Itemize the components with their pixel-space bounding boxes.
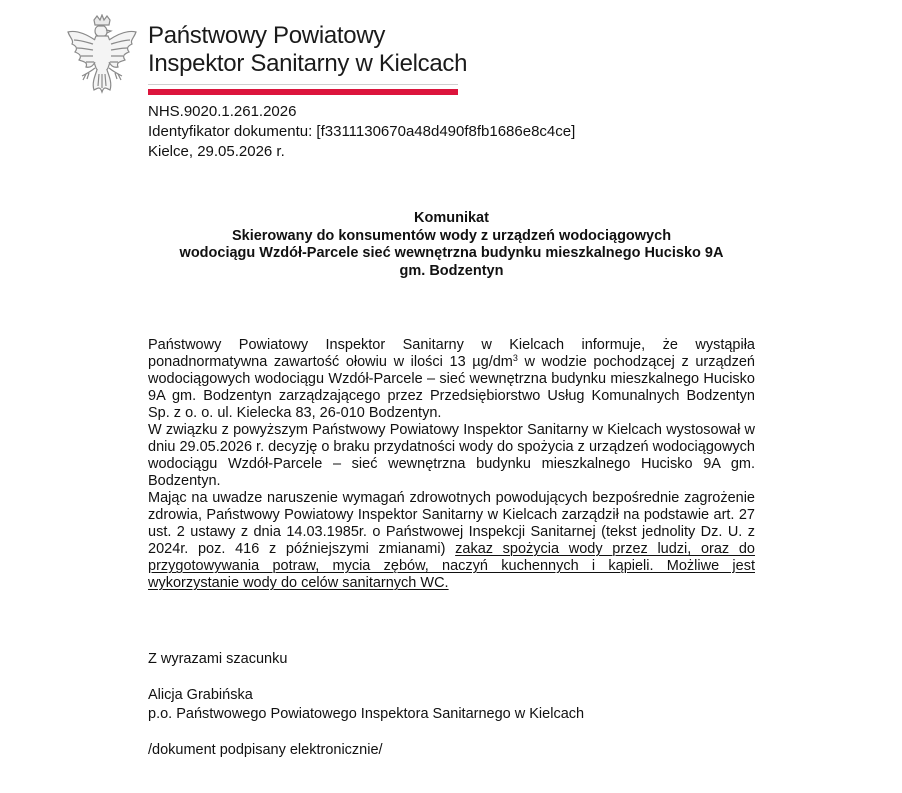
body-paragraph-1-part-2: w wodzie pochodzącej z urządzeń wodociągowych wodociągu Wzdół-Parcele – sieć wewnętrzna budynku mieszkalnego Hucisko 9A gm. Bodzentyn zarządzającego przez Przedsiębiorstwo Usług Komunalnych Bodzentyn Sp. z o. o. ul. Kielecka 83, 26-010 Bodzentyn.	[148, 354, 755, 421]
institution-name-line1: Państwowy Powiatowy	[148, 22, 386, 49]
flag-stripe	[148, 84, 458, 97]
closing-greeting: Z wyrazami szacunku	[148, 651, 288, 667]
white-eagle-emblem-icon	[64, 14, 140, 100]
signer-block	[148, 686, 584, 724]
announcement-body	[148, 337, 755, 592]
body-paragraph-3	[148, 490, 755, 592]
institution-name	[148, 22, 467, 78]
signer-name: Alicja Grabińska	[148, 687, 253, 703]
heading-line-4: gm. Bodzentyn	[399, 262, 504, 279]
body-paragraph-3-plain: Mając na uwadze naruszenie wymagań zdrowotnych powodujących bezpośrednie zagrożenie zdrowia, Państwowy Powiatowy Inspektor Sanitarny w Kielcach zarządził na podstawie art. 27 ust. 2 ustawy z dnia 14.03.1985r. o Państwowej Inspekcji Sanitarnej (tekst jednolity Dz. U. z 2024r. poz. 416 z późniejszymi zmianami)	[148, 490, 755, 557]
announcement-heading	[148, 210, 755, 280]
body-paragraph-2: W związku z powyższym Państwowy Powiatowy Inspektor Sanitarny w Kielcach wystosował w dniu 29.05.2026 r. decyzję o braku przydatności wody do spożycia z urządzeń wodociągowych wodociągu Wzdół-Parcele – sieć wewnętrzna budynku mieszkalnego Hucisko 9A gm. Bodzentyn.	[148, 422, 755, 489]
heading-line-2: Skierowany do konsumentów wody z urządzeń wodociągowych	[231, 227, 672, 244]
body-paragraph-1-part-1: Państwowy Powiatowy Inspektor Sanitarny w Kielcach informuje, że wystąpiła ponadnormatywna zawartość ołowiu w ilości 13 µg/dm	[148, 337, 755, 370]
heading-line-3: wodociągu Wzdół-Parcele sieć wewnętrzna budynku mieszkalnego Hucisko 9A	[179, 245, 724, 261]
flag-stripe-red	[148, 89, 458, 95]
document-id: Identyfikator dokumentu: [f3311130670a48d490f8fb1686e8c4ce]	[148, 123, 576, 140]
unit-superscript: 3	[512, 353, 518, 363]
electronic-signature-note: /dokument podpisany elektronicznie/	[148, 742, 383, 758]
place-date: Kielce, 29.05.2026 r.	[148, 143, 285, 160]
document-meta	[148, 102, 575, 162]
signer-title: p.o. Państwowego Powiatowego Inspektora Sanitarnego w Kielcach	[148, 706, 585, 722]
institution-name-line2: Inspektor Sanitarny w Kielcach	[148, 50, 468, 77]
heading-line-1: Komunikat	[414, 210, 489, 226]
case-number: NHS.9020.1.261.2026	[148, 103, 297, 120]
ban-notice-underlined: zakaz spożycia wody przez ludzi, oraz do przygotowywania potraw, mycia zębów, naczyń kuchennych i kąpieli. Możliwe jest wykorzystanie wody do celów sanitarnych WC.	[148, 541, 755, 591]
body-paragraph-1	[148, 337, 755, 422]
